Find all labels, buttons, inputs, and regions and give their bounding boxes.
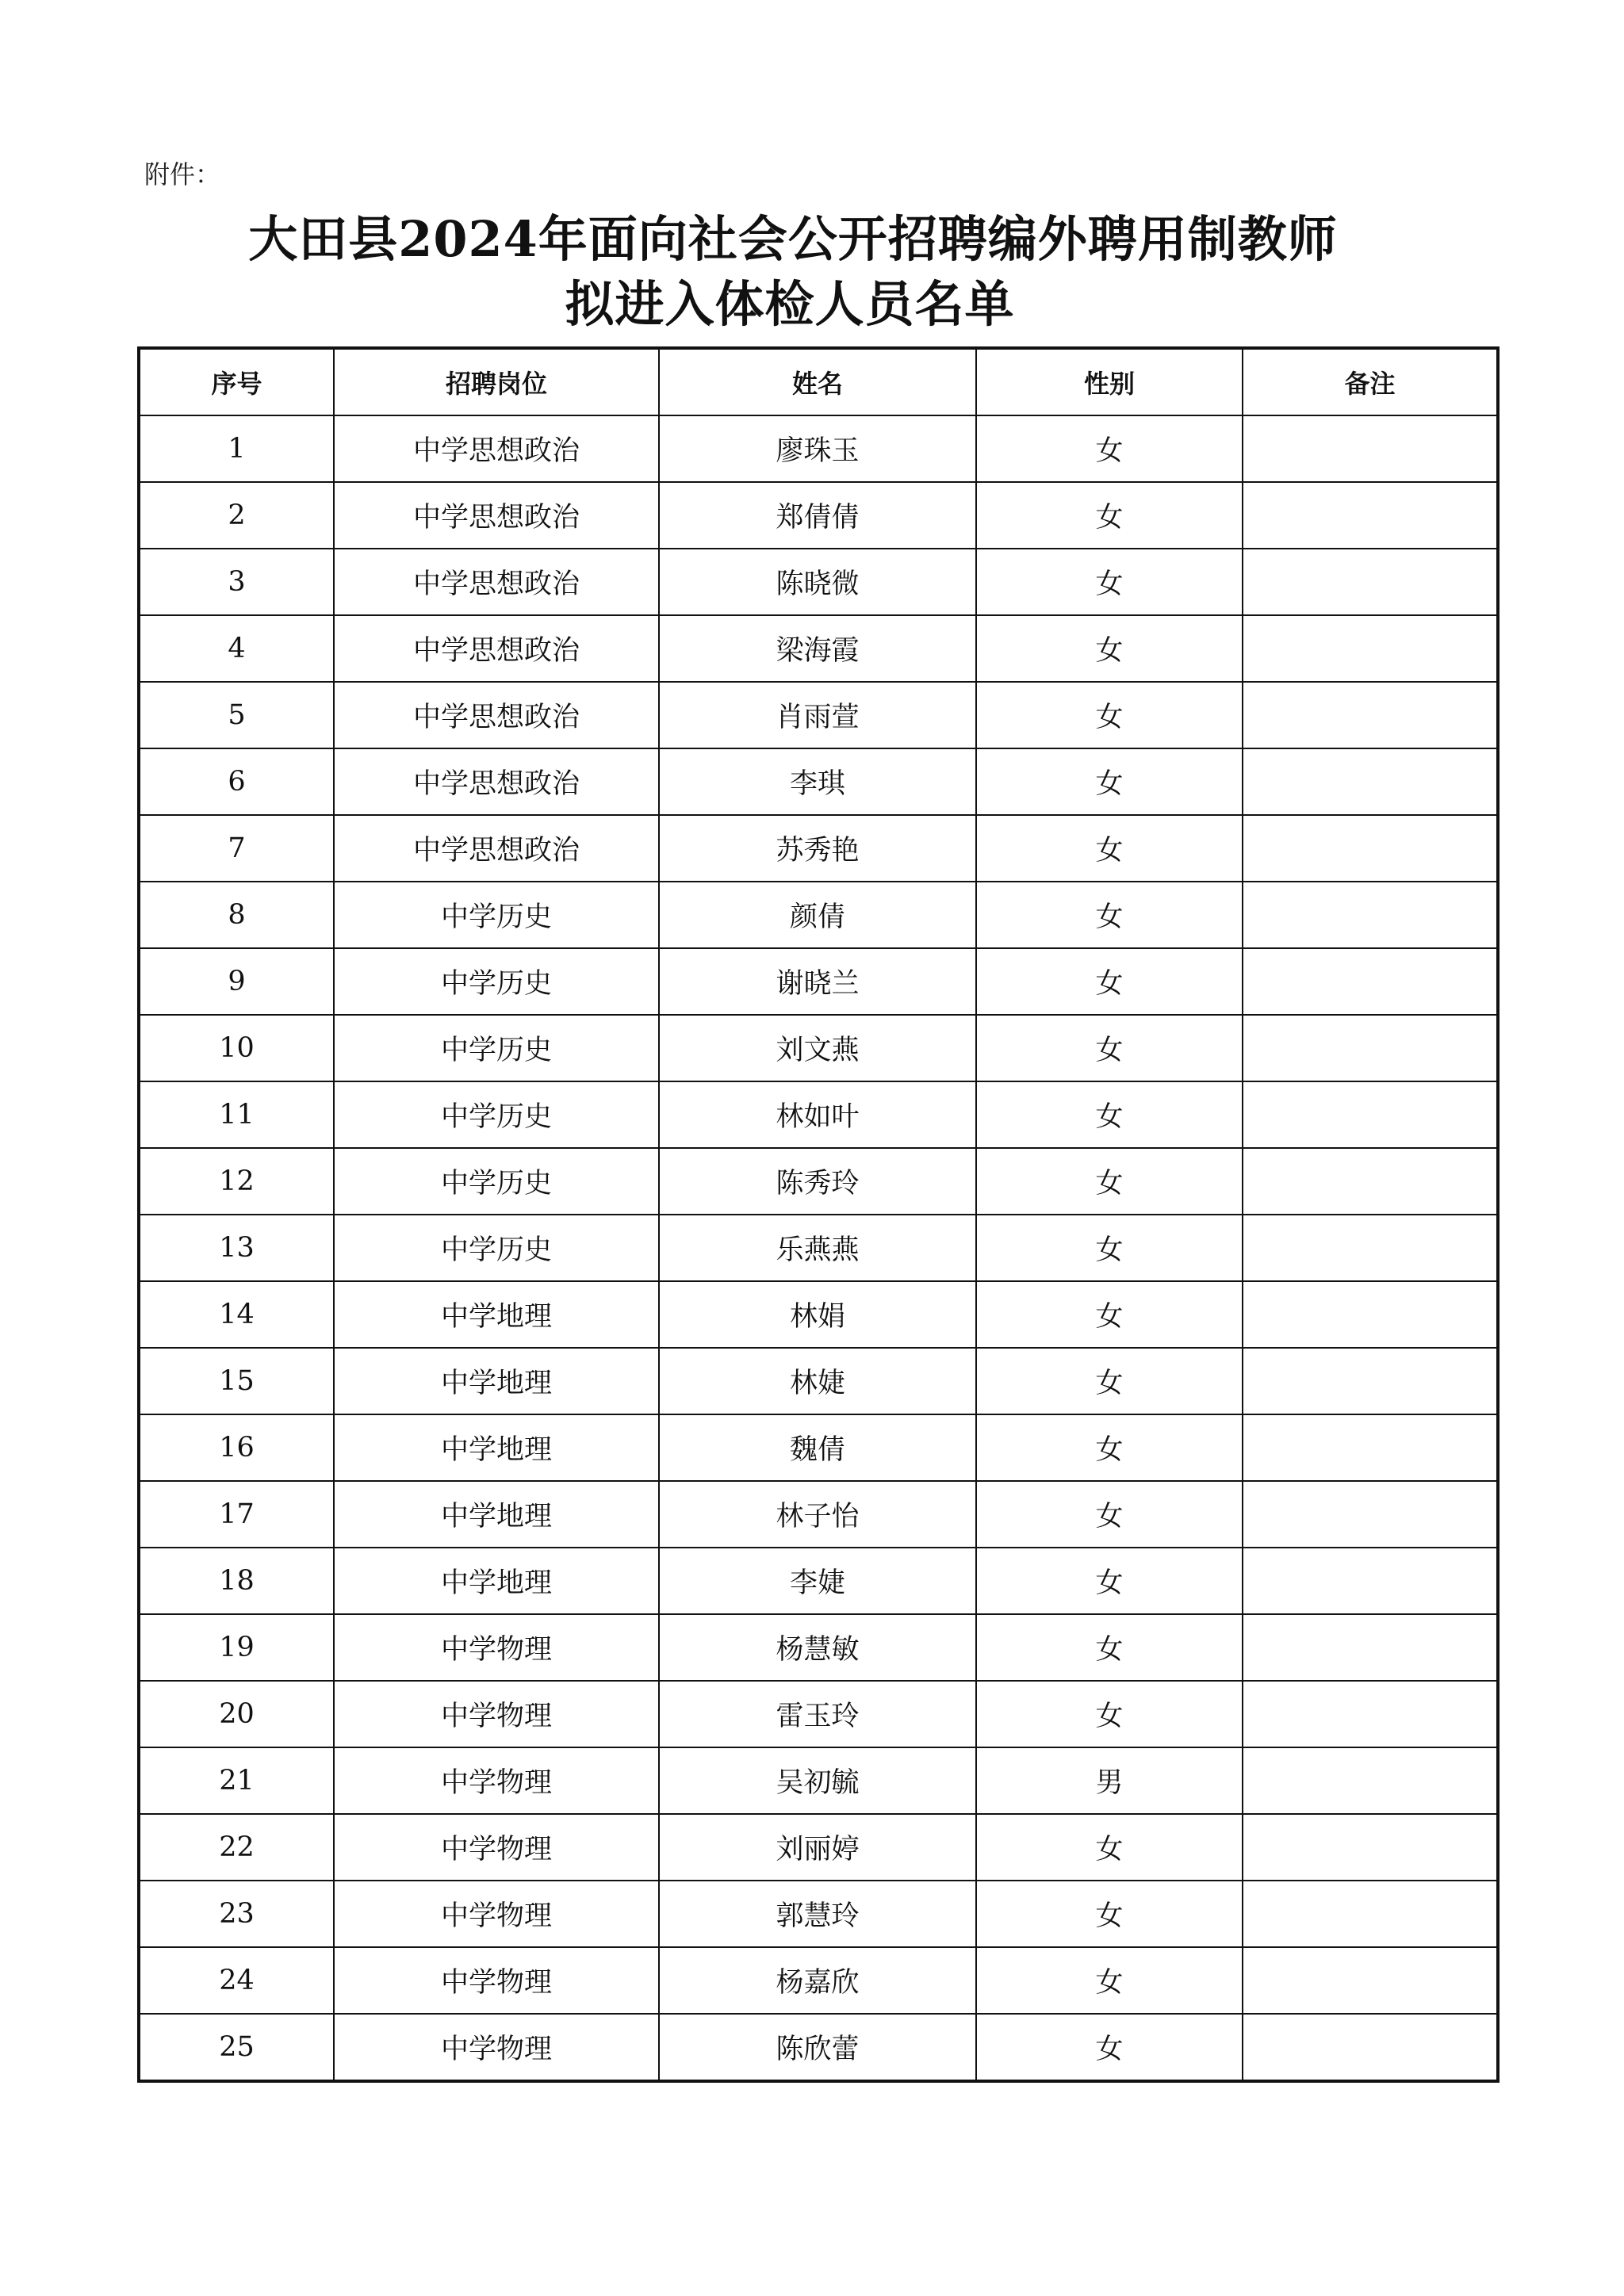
cell-name: 吴初毓 xyxy=(659,1747,976,1814)
cell-position: 中学物理 xyxy=(334,1947,659,2014)
cell-no: 24 xyxy=(139,1947,334,2014)
cell-position: 中学地理 xyxy=(334,1481,659,1548)
cell-gender: 女 xyxy=(976,1481,1243,1548)
cell-no: 11 xyxy=(139,1081,334,1148)
table-row xyxy=(139,415,1498,482)
document-title-line-2: 拟进入体检人员名单 xyxy=(565,275,1015,333)
cell-name: 郑倩倩 xyxy=(659,482,976,549)
table-row xyxy=(139,1481,1498,1548)
cell-no: 25 xyxy=(139,2014,334,2081)
cell-name: 林娟 xyxy=(659,1281,976,1348)
header-no: 序号 xyxy=(139,348,334,415)
cell-name: 梁海霞 xyxy=(659,615,976,682)
cell-position: 中学物理 xyxy=(334,1814,659,1881)
document-title-line-1: 大田县2024年面向社会公开招聘编外聘用制教师 xyxy=(248,210,1338,268)
cell-no: 21 xyxy=(139,1747,334,1814)
cell-remark xyxy=(1243,1414,1498,1481)
cell-name: 乐燕燕 xyxy=(659,1215,976,1281)
cell-gender: 女 xyxy=(976,1681,1243,1747)
table-row xyxy=(139,748,1498,815)
cell-remark xyxy=(1243,1348,1498,1414)
table-row xyxy=(139,948,1498,1015)
cell-no: 8 xyxy=(139,882,334,948)
cell-remark xyxy=(1243,882,1498,948)
cell-no: 13 xyxy=(139,1215,334,1281)
cell-remark xyxy=(1243,1281,1498,1348)
table-row xyxy=(139,1015,1498,1081)
table-row xyxy=(139,1081,1498,1148)
table-row xyxy=(139,1614,1498,1681)
table-header-row xyxy=(139,348,1498,415)
cell-name: 郭慧玲 xyxy=(659,1881,976,1947)
cell-remark xyxy=(1243,1548,1498,1614)
cell-no: 12 xyxy=(139,1148,334,1215)
table-row xyxy=(139,2014,1498,2081)
cell-gender: 女 xyxy=(976,882,1243,948)
cell-position: 中学思想政治 xyxy=(334,549,659,615)
cell-remark xyxy=(1243,815,1498,882)
cell-name: 肖雨萱 xyxy=(659,682,976,748)
cell-gender: 女 xyxy=(976,1215,1243,1281)
cell-position: 中学物理 xyxy=(334,1614,659,1681)
attachment-label: 附件： xyxy=(144,159,221,189)
cell-gender: 女 xyxy=(976,1414,1243,1481)
cell-gender: 女 xyxy=(976,1081,1243,1148)
cell-no: 14 xyxy=(139,1281,334,1348)
cell-no: 7 xyxy=(139,815,334,882)
cell-gender: 女 xyxy=(976,1881,1243,1947)
cell-no: 15 xyxy=(139,1348,334,1414)
cell-name: 颜倩 xyxy=(659,882,976,948)
table-row xyxy=(139,1281,1498,1348)
table-row xyxy=(139,1881,1498,1947)
cell-remark xyxy=(1243,1681,1498,1747)
cell-position: 中学物理 xyxy=(334,1747,659,1814)
table-row xyxy=(139,482,1498,549)
cell-remark xyxy=(1243,1947,1498,2014)
table-row xyxy=(139,1747,1498,1814)
cell-gender: 女 xyxy=(976,1348,1243,1414)
cell-name: 陈欣蕾 xyxy=(659,2014,976,2081)
cell-name: 刘文燕 xyxy=(659,1015,976,1081)
table-row xyxy=(139,1215,1498,1281)
header-remark: 备注 xyxy=(1243,348,1498,415)
cell-remark xyxy=(1243,482,1498,549)
cell-remark xyxy=(1243,1881,1498,1947)
cell-position: 中学地理 xyxy=(334,1548,659,1614)
cell-position: 中学思想政治 xyxy=(334,748,659,815)
table-row xyxy=(139,682,1498,748)
cell-gender: 女 xyxy=(976,1814,1243,1881)
cell-no: 17 xyxy=(139,1481,334,1548)
table-row xyxy=(139,1681,1498,1747)
cell-position: 中学历史 xyxy=(334,1215,659,1281)
cell-no: 6 xyxy=(139,748,334,815)
cell-no: 18 xyxy=(139,1548,334,1614)
table-body xyxy=(139,415,1498,2081)
cell-gender: 女 xyxy=(976,815,1243,882)
cell-name: 廖珠玉 xyxy=(659,415,976,482)
cell-remark xyxy=(1243,682,1498,748)
cell-position: 中学地理 xyxy=(334,1348,659,1414)
cell-position: 中学地理 xyxy=(334,1281,659,1348)
cell-name: 陈秀玲 xyxy=(659,1148,976,1215)
header-gender: 性别 xyxy=(976,348,1243,415)
cell-name: 杨慧敏 xyxy=(659,1614,976,1681)
candidate-table xyxy=(137,346,1500,2083)
header-position: 招聘岗位 xyxy=(334,348,659,415)
cell-position: 中学历史 xyxy=(334,948,659,1015)
cell-remark xyxy=(1243,615,1498,682)
cell-gender: 女 xyxy=(976,1548,1243,1614)
cell-name: 林如叶 xyxy=(659,1081,976,1148)
table-row xyxy=(139,549,1498,615)
cell-remark xyxy=(1243,1081,1498,1148)
table-row xyxy=(139,882,1498,948)
cell-name: 林婕 xyxy=(659,1348,976,1414)
cell-remark xyxy=(1243,1747,1498,1814)
cell-name: 林子怡 xyxy=(659,1481,976,1548)
cell-gender: 女 xyxy=(976,1614,1243,1681)
cell-remark xyxy=(1243,1215,1498,1281)
cell-position: 中学历史 xyxy=(334,1081,659,1148)
table-row xyxy=(139,1148,1498,1215)
table-row xyxy=(139,1414,1498,1481)
cell-no: 20 xyxy=(139,1681,334,1747)
cell-position: 中学思想政治 xyxy=(334,615,659,682)
cell-no: 3 xyxy=(139,549,334,615)
cell-no: 19 xyxy=(139,1614,334,1681)
table-row xyxy=(139,1348,1498,1414)
cell-position: 中学历史 xyxy=(334,1015,659,1081)
cell-remark xyxy=(1243,748,1498,815)
cell-no: 10 xyxy=(139,1015,334,1081)
cell-remark xyxy=(1243,1814,1498,1881)
cell-name: 苏秀艳 xyxy=(659,815,976,882)
cell-position: 中学思想政治 xyxy=(334,682,659,748)
cell-remark xyxy=(1243,1015,1498,1081)
cell-gender: 女 xyxy=(976,2014,1243,2081)
table-row xyxy=(139,1548,1498,1614)
cell-no: 22 xyxy=(139,1814,334,1881)
cell-name: 魏倩 xyxy=(659,1414,976,1481)
cell-remark xyxy=(1243,948,1498,1015)
cell-gender: 女 xyxy=(976,748,1243,815)
cell-position: 中学历史 xyxy=(334,882,659,948)
cell-gender: 女 xyxy=(976,1148,1243,1215)
cell-gender: 女 xyxy=(976,948,1243,1015)
cell-no: 16 xyxy=(139,1414,334,1481)
header-name: 姓名 xyxy=(659,348,976,415)
cell-no: 1 xyxy=(139,415,334,482)
cell-no: 9 xyxy=(139,948,334,1015)
cell-remark xyxy=(1243,2014,1498,2081)
cell-no: 4 xyxy=(139,615,334,682)
cell-position: 中学物理 xyxy=(334,2014,659,2081)
cell-gender: 女 xyxy=(976,682,1243,748)
table-row xyxy=(139,1947,1498,2014)
table-row xyxy=(139,815,1498,882)
cell-gender: 女 xyxy=(976,482,1243,549)
cell-position: 中学历史 xyxy=(334,1148,659,1215)
cell-remark xyxy=(1243,1148,1498,1215)
cell-name: 李婕 xyxy=(659,1548,976,1614)
table-row xyxy=(139,615,1498,682)
cell-remark xyxy=(1243,415,1498,482)
cell-gender: 男 xyxy=(976,1747,1243,1814)
cell-name: 陈晓微 xyxy=(659,549,976,615)
cell-position: 中学思想政治 xyxy=(334,815,659,882)
cell-gender: 女 xyxy=(976,549,1243,615)
cell-name: 杨嘉欣 xyxy=(659,1947,976,2014)
cell-gender: 女 xyxy=(976,1281,1243,1348)
cell-position: 中学地理 xyxy=(334,1414,659,1481)
cell-remark xyxy=(1243,1614,1498,1681)
cell-no: 2 xyxy=(139,482,334,549)
cell-no: 23 xyxy=(139,1881,334,1947)
table-row xyxy=(139,1814,1498,1881)
cell-position: 中学思想政治 xyxy=(334,415,659,482)
cell-position: 中学物理 xyxy=(334,1881,659,1947)
cell-name: 谢晓兰 xyxy=(659,948,976,1015)
cell-gender: 女 xyxy=(976,1947,1243,2014)
cell-no: 5 xyxy=(139,682,334,748)
cell-gender: 女 xyxy=(976,615,1243,682)
cell-remark xyxy=(1243,1481,1498,1548)
cell-gender: 女 xyxy=(976,415,1243,482)
cell-name: 雷玉玲 xyxy=(659,1681,976,1747)
cell-position: 中学物理 xyxy=(334,1681,659,1747)
cell-gender: 女 xyxy=(976,1015,1243,1081)
cell-name: 刘丽婷 xyxy=(659,1814,976,1881)
cell-remark xyxy=(1243,549,1498,615)
cell-position: 中学思想政治 xyxy=(334,482,659,549)
cell-name: 李琪 xyxy=(659,748,976,815)
